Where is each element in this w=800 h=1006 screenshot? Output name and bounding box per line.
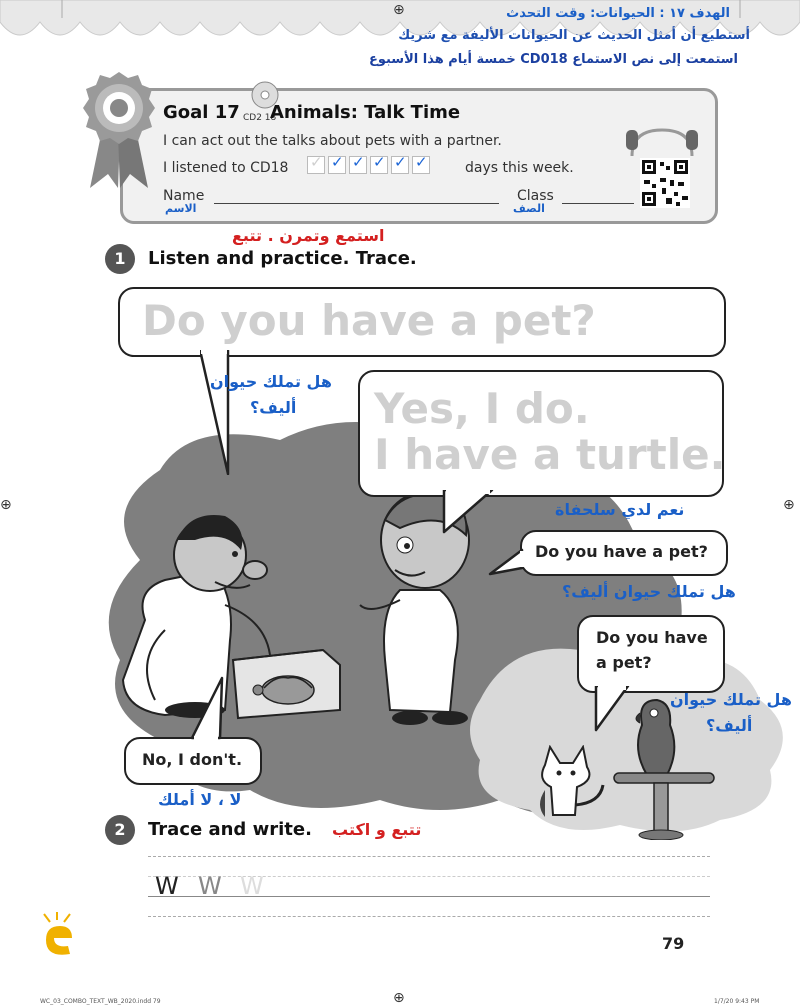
registration-mark-right: ⊕ [783,497,795,513]
section1-number: 1 [105,244,135,274]
bubble-4-tail [592,686,632,732]
bubble-1-tail [200,350,240,475]
bubble-3-arabic: هل تملك حيوان أليف؟ [562,582,736,601]
listening-checkboxes [307,153,433,174]
bubble-1-trace-text[interactable]: Do you have a pet? [142,296,596,345]
class-line[interactable] [562,203,634,204]
can-do-statement: I can act out the talks about pets with a partner. [163,133,502,149]
trace-letter-3: W [240,872,264,900]
writing-area[interactable] [148,856,710,916]
day-checkbox[interactable] [391,153,409,174]
trace-letter-1: W [155,872,179,900]
section2-title: Trace and write. [148,819,312,840]
check-icon: ✓ [331,153,344,171]
footer-left: WC_03_COMBO_TEXT_WB_2020.indd 79 [40,998,161,1005]
arabic-header-line2: أستطيع أن أمثل الحديث عن الحيوانات الأليفة مع شريك [398,28,750,43]
name-arabic: الاسم [165,202,197,215]
day-checkbox[interactable] [412,153,430,174]
bubble-2-trace-line2[interactable]: I have a turtle. [374,430,726,479]
footer-right: 1/7/20 9:43 PM [714,998,760,1005]
check-icon: ✓ [310,153,323,171]
registration-mark-left: ⊕ [0,497,12,513]
bubble-2-tail [438,490,498,534]
check-icon: ✓ [394,153,407,171]
day-checkbox[interactable] [370,153,388,174]
section2-number: 2 [105,815,135,845]
headphones-icon [622,126,702,160]
bubble-5-text: No, I don't. [142,750,243,769]
bubble-4-line1: Do you have [596,628,708,647]
check-icon: ✓ [415,153,428,171]
check-icon: ✓ [373,153,386,171]
section1-title: Listen and practice. Trace. [148,248,417,269]
cat-illustration [515,745,610,820]
page-number: 79 [662,934,685,953]
cd-label: CD2 18 [243,113,277,123]
name-line[interactable] [214,203,499,204]
section1-arabic: استمع وتمرن . تتبع [232,226,385,245]
bubble-4-arabic-line2: أليف؟ [706,716,753,735]
bubble-5-arabic: لا ، لا أملك [158,790,242,809]
listened-suffix: days this week. [465,160,574,176]
bubble-4-arabic-line1: هل تملك حيوان [670,690,792,709]
goal-label: Goal 17 [163,102,240,123]
bubble-1-arabic-line1: هل تملك حيوان [210,372,332,391]
registration-mark-bottom: ⊕ [393,990,405,1006]
bubble-4-line2: a pet? [596,653,652,672]
section2-arabic: تتبع و اكتب [332,820,422,839]
class-arabic: الصف [513,202,545,215]
registration-mark-top: ⊕ [393,2,405,18]
listened-prefix: I listened to CD18 [163,160,289,176]
check-icon: ✓ [352,153,365,171]
day-checkbox[interactable] [307,153,325,174]
bubble-2-trace-line1[interactable]: Yes, I do. [374,384,590,433]
goal-title: Animals: Talk Time [270,102,461,123]
trace-letter-2: W [198,872,222,900]
bubble-3-text: Do you have a pet? [535,542,708,561]
bubble-2-arabic: نعم لدي سلحفاة [555,500,685,519]
name-label: Name [163,188,205,204]
turtle-tank-illustration [228,640,343,720]
class-label: Class [517,188,554,204]
bubble-1-arabic-line2: أليف؟ [250,398,297,417]
writing-line-bottom [148,916,710,917]
bubble-3-tail [488,548,524,578]
publisher-logo-icon [40,912,74,960]
arabic-header-line3: استمعت إلى نص الاستماع CD018 خمسة أيام هذا الأسبوع [368,52,738,67]
day-checkbox[interactable] [328,153,346,174]
bubble-5-tail [186,676,226,740]
qr-code-icon [640,158,690,208]
day-checkbox[interactable] [349,153,367,174]
arabic-header-line1: الهدف ١٧ : الحيوانات: وقت التحدث [506,6,730,21]
goal-ribbon-icon [80,70,158,190]
